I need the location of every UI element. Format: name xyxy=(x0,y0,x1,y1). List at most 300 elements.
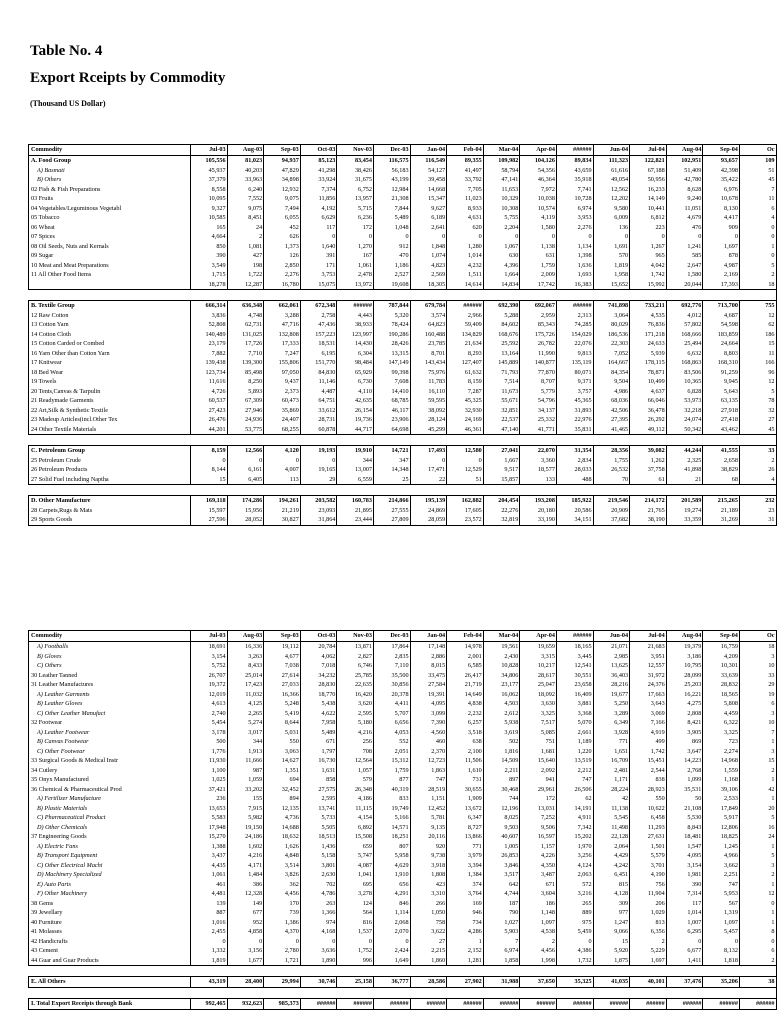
value-cell: 8,707 xyxy=(520,377,557,387)
value-cell: 488 xyxy=(556,475,593,485)
value-cell: 5,250 xyxy=(593,699,630,709)
value-cell: 666,314 xyxy=(191,301,228,311)
value-cell: 80,029 xyxy=(593,320,630,330)
value-cell: 1,074 xyxy=(410,251,447,261)
value-cell: 6,161 xyxy=(227,465,264,475)
table-row xyxy=(29,766,777,776)
commodity-label: 04 Vegetables/Leguminous Vegetabl xyxy=(29,204,191,214)
value-cell: 12,019 xyxy=(191,690,228,700)
value-cell: 1,819 xyxy=(191,956,228,966)
value-cell: 4,012 xyxy=(666,311,703,321)
table-row xyxy=(29,465,777,475)
value-cell: 7,882 xyxy=(191,349,228,359)
value-cell: 21,219 xyxy=(264,506,301,516)
value-cell: 186,536 xyxy=(593,330,630,340)
value-cell: 15,597 xyxy=(191,506,228,516)
value-cell: 139 xyxy=(191,899,228,909)
value-cell: 30,551 xyxy=(556,671,593,681)
value-cell: 3,288 xyxy=(264,311,301,321)
value-cell: 41,898 xyxy=(666,465,703,475)
value-cell: 3,063 xyxy=(264,747,301,757)
value-cell: 2,533 xyxy=(703,794,740,804)
value-cell: 28,052 xyxy=(227,515,264,525)
value-cell: 1,025 xyxy=(191,775,228,785)
value-cell: 83,506 xyxy=(666,368,703,378)
value-cell: 4,487 xyxy=(300,387,337,397)
value-cell: 10,678 xyxy=(703,194,740,204)
value-cell: 26,292 xyxy=(630,415,667,425)
commodity-label: 32 Footwear xyxy=(29,718,191,728)
value-cell: 232 xyxy=(739,496,776,506)
value-cell: 975 xyxy=(556,918,593,928)
value-cell: 1,262 xyxy=(630,456,667,466)
value-cell: 13,031 xyxy=(520,804,557,814)
value-cell: 2,211 xyxy=(483,766,520,776)
spacer-row xyxy=(29,485,777,496)
value-cell: 43,199 xyxy=(373,175,410,185)
value-cell: 50,342 xyxy=(666,425,703,435)
value-cell: 4,171 xyxy=(227,861,264,871)
value-cell: 3,186 xyxy=(666,652,703,662)
table-row xyxy=(29,425,777,435)
value-cell: 790 xyxy=(483,908,520,918)
value-cell: 4,679 xyxy=(666,213,703,223)
value-cell: 7,247 xyxy=(264,349,301,359)
group-row xyxy=(29,496,777,506)
value-cell: 6,405 xyxy=(227,475,264,485)
value-cell: 76,836 xyxy=(630,320,667,330)
value-cell: 23 xyxy=(739,506,776,516)
commodity-label: C) Others xyxy=(29,661,191,671)
spacer-row xyxy=(29,988,777,999)
value-cell: 3,846 xyxy=(483,861,520,871)
value-cell: 8,803 xyxy=(703,349,740,359)
value-cell: 9,135 xyxy=(410,823,447,833)
value-cell: 167 xyxy=(337,251,374,261)
value-cell: 2 xyxy=(520,937,557,947)
table-row xyxy=(29,851,777,861)
value-cell: 4,110 xyxy=(337,387,374,397)
value-cell: 109 xyxy=(739,156,776,166)
value-cell: 35,422 xyxy=(703,175,740,185)
value-cell: 97,050 xyxy=(264,368,301,378)
value-cell: 7,741 xyxy=(556,185,593,195)
value-cell: 263 xyxy=(300,899,337,909)
value-cell: 13,672 xyxy=(447,804,484,814)
value-cell: 1,168 xyxy=(703,775,740,785)
value-cell: 33,475 xyxy=(410,671,447,681)
value-cell: 42 xyxy=(593,794,630,804)
value-cell: 25,332 xyxy=(520,415,557,425)
value-cell: 3,662 xyxy=(703,861,740,871)
value-cell: 223 xyxy=(630,223,667,233)
value-cell: 1,245 xyxy=(703,842,740,852)
value-cell: 3,216 xyxy=(556,889,593,899)
value-cell: 16,780 xyxy=(264,280,301,290)
value-cell: 20,116 xyxy=(410,832,447,842)
value-cell: 974 xyxy=(300,918,337,928)
commodity-label: 08 Oil Seeds, Nuts and Kernals xyxy=(29,242,191,252)
value-cell: 15,202 xyxy=(556,832,593,842)
commodity-label: B) Gloves xyxy=(29,652,191,662)
value-cell: 193,208 xyxy=(520,496,557,506)
value-cell: 18,165 xyxy=(556,642,593,652)
value-cell: 5,229 xyxy=(630,946,667,956)
value-cell: 40,203 xyxy=(227,166,264,176)
value-cell: 62 xyxy=(556,794,593,804)
value-cell: 23,093 xyxy=(300,506,337,516)
value-cell: 4,291 xyxy=(373,889,410,899)
value-cell: 102,951 xyxy=(666,156,703,166)
value-cell: 1,910 xyxy=(373,870,410,880)
value-cell: 27,902 xyxy=(447,977,484,988)
value-cell: 570 xyxy=(593,251,630,261)
group-row xyxy=(29,301,777,311)
value-cell: 140,877 xyxy=(520,358,557,368)
value-cell: 3 xyxy=(739,709,776,719)
table-row xyxy=(29,270,777,280)
table-title: Export Rceipts by Commodity xyxy=(30,70,226,86)
value-cell: 12,723 xyxy=(410,756,447,766)
value-cell: ###### xyxy=(593,999,630,1010)
value-cell: 1,537 xyxy=(337,927,374,937)
value-cell: 1,007 xyxy=(666,918,703,928)
commodity-label: A) Footballs xyxy=(29,642,191,652)
value-cell: 977 xyxy=(593,908,630,918)
value-cell: 41,035 xyxy=(593,977,630,988)
value-cell: 2,215 xyxy=(410,946,447,956)
value-cell: 5,755 xyxy=(483,213,520,223)
value-cell: 4,986 xyxy=(593,387,630,397)
table-row xyxy=(29,756,777,766)
value-cell: 2,063 xyxy=(556,870,593,880)
value-cell: 5,579 xyxy=(630,851,667,861)
value-cell: 1,319 xyxy=(703,908,740,918)
value-cell: 3,325 xyxy=(703,728,740,738)
value-cell: 22,303 xyxy=(593,339,630,349)
value-cell: 21,719 xyxy=(447,680,484,690)
value-cell: 0 xyxy=(227,937,264,947)
value-cell: 49,054 xyxy=(593,175,630,185)
commodity-label: 06 Wheat xyxy=(29,223,191,233)
value-cell: 1,171 xyxy=(593,775,630,785)
value-cell: 6,236 xyxy=(337,213,374,223)
value-cell: 11 xyxy=(739,194,776,204)
commodity-label: 40 Furniture xyxy=(29,918,191,928)
value-cell: 1 xyxy=(447,937,484,947)
value-cell: 6,009 xyxy=(593,213,630,223)
value-cell: 3,368 xyxy=(556,709,593,719)
value-cell: 10,038 xyxy=(520,194,557,204)
value-cell: 2,569 xyxy=(410,270,447,280)
value-cell: 5,489 xyxy=(373,213,410,223)
value-cell: 60,537 xyxy=(191,396,228,406)
value-cell: 3,156 xyxy=(227,946,264,956)
value-cell: 24,074 xyxy=(666,415,703,425)
value-cell: 344 xyxy=(227,737,264,747)
value-cell: 0 xyxy=(447,232,484,242)
value-cell: 15,312 xyxy=(373,756,410,766)
column-header-month: Aug-04 xyxy=(666,145,703,156)
value-cell: 33,639 xyxy=(703,671,740,681)
value-cell: 9,066 xyxy=(593,927,630,937)
value-cell: 5,288 xyxy=(483,311,520,321)
value-cell: 35,206 xyxy=(703,977,740,988)
value-cell: 1,559 xyxy=(703,766,740,776)
commodity-label: 15 Cotton Carded or Combed xyxy=(29,339,191,349)
value-cell: 8 xyxy=(739,927,776,937)
value-cell: 116,549 xyxy=(410,156,447,166)
value-cell: 1,027 xyxy=(483,918,520,928)
value-cell: 1,411 xyxy=(666,956,703,966)
column-header-month: Apr-04 xyxy=(520,631,557,642)
value-cell: 2,481 xyxy=(593,766,630,776)
value-cell: 4,095 xyxy=(410,699,447,709)
column-header-month: Dec-03 xyxy=(373,631,410,642)
value-cell: 35,869 xyxy=(264,406,301,416)
value-cell: 169,118 xyxy=(191,496,228,506)
value-cell: 15,640 xyxy=(520,756,557,766)
commodity-label: E) Auto Parts xyxy=(29,880,191,890)
commodity-label: F) Other Machinery xyxy=(29,889,191,899)
value-cell: 30,827 xyxy=(264,515,301,525)
value-cell: 185,922 xyxy=(556,496,593,506)
column-header-month: Aug-03 xyxy=(227,145,264,156)
table-row xyxy=(29,377,777,387)
value-cell: 126 xyxy=(264,251,301,261)
value-cell: 6,828 xyxy=(666,387,703,397)
table-row xyxy=(29,330,777,340)
value-cell: 3,979 xyxy=(447,851,484,861)
value-cell: 84,354 xyxy=(593,368,630,378)
value-cell: 9,738 xyxy=(410,851,447,861)
value-cell: 6,974 xyxy=(483,946,520,956)
value-cell: 7,110 xyxy=(373,661,410,671)
column-header-month: Aug-03 xyxy=(227,631,264,642)
value-cell: 9,075 xyxy=(264,194,301,204)
value-cell: 7,844 xyxy=(373,204,410,214)
column-header-month: Sep-04 xyxy=(703,631,740,642)
value-cell: 5,454 xyxy=(191,718,228,728)
value-cell: 1,697 xyxy=(630,956,667,966)
value-cell: 44,244 xyxy=(666,446,703,456)
value-cell: 16,336 xyxy=(227,642,264,652)
value-cell: 14,721 xyxy=(373,446,410,456)
value-cell: 1,580 xyxy=(666,270,703,280)
value-cell: 739 xyxy=(264,908,301,918)
value-cell: 59,409 xyxy=(447,320,484,330)
value-cell: 23,906 xyxy=(373,415,410,425)
value-cell: 31 xyxy=(739,515,776,525)
value-cell: 8,451 xyxy=(227,213,264,223)
table-row xyxy=(29,775,777,785)
value-cell: 36,403 xyxy=(593,671,630,681)
commodity-label: 19 Towels xyxy=(29,377,191,387)
value-cell: 10,365 xyxy=(666,377,703,387)
value-cell: 162,882 xyxy=(447,496,484,506)
value-cell: 1,099 xyxy=(666,775,703,785)
value-cell: 71,793 xyxy=(483,368,520,378)
table-row xyxy=(29,861,777,871)
value-cell: 14,978 xyxy=(447,642,484,652)
value-cell: 1,097 xyxy=(703,918,740,928)
total-row xyxy=(29,977,777,988)
value-cell: 123,997 xyxy=(337,330,374,340)
value-cell: 10,217 xyxy=(520,661,557,671)
group-row xyxy=(29,156,777,166)
value-cell: 4,631 xyxy=(447,213,484,223)
value-cell: 4,503 xyxy=(483,699,520,709)
value-cell: 11,783 xyxy=(410,377,447,387)
value-cell: 31,675 xyxy=(337,175,374,185)
value-cell: 8,644 xyxy=(264,718,301,728)
commodity-label: B) Leather Gloves xyxy=(29,699,191,709)
value-cell: 692,390 xyxy=(483,301,520,311)
value-cell: 149 xyxy=(227,899,264,909)
value-cell: 113 xyxy=(264,475,301,485)
value-cell: 26,154 xyxy=(337,406,374,416)
table-row xyxy=(29,804,777,814)
table-row xyxy=(29,747,777,757)
value-cell: ###### xyxy=(630,999,667,1010)
value-cell: 4,216 xyxy=(227,851,264,861)
value-cell: 9,813 xyxy=(556,349,593,359)
value-cell: 15,075 xyxy=(300,280,337,290)
value-cell: 4,459 xyxy=(703,709,740,719)
value-cell: 734 xyxy=(447,918,484,928)
commodity-label: 27 Solid Fuel including Naptha xyxy=(29,475,191,485)
value-cell: 18,825 xyxy=(703,832,740,842)
value-cell: 3,918 xyxy=(410,861,447,871)
value-cell: 27,631 xyxy=(630,832,667,842)
value-cell: 10 xyxy=(739,661,776,671)
value-cell: 3,178 xyxy=(191,728,228,738)
value-cell: 178,115 xyxy=(630,358,667,368)
value-cell: 758 xyxy=(410,918,447,928)
value-cell: 4,125 xyxy=(227,699,264,709)
value-cell: 96 xyxy=(739,368,776,378)
value-cell: 2,070 xyxy=(373,927,410,937)
table-row xyxy=(29,320,777,330)
value-cell: 21,108 xyxy=(666,804,703,814)
table-row xyxy=(29,652,777,662)
value-cell: 1,755 xyxy=(593,456,630,466)
value-cell: 5,920 xyxy=(593,946,630,956)
commodity-label: 10 Meat and Meat Preparations xyxy=(29,261,191,271)
value-cell: 3,701 xyxy=(630,861,667,871)
value-cell: 136 xyxy=(593,223,630,233)
value-cell: 38,829 xyxy=(703,465,740,475)
value-cell: 5,747 xyxy=(337,851,374,861)
value-cell: 61,632 xyxy=(447,368,484,378)
value-cell: 155 xyxy=(227,794,264,804)
value-cell: 29 xyxy=(300,475,337,485)
value-cell: 68 xyxy=(703,475,740,485)
value-cell: 620 xyxy=(447,223,484,233)
value-cell: 4,120 xyxy=(264,446,301,456)
value-cell: 0 xyxy=(337,232,374,242)
value-cell: 2,850 xyxy=(264,261,301,271)
value-cell: 20,586 xyxy=(556,506,593,516)
value-cell: 723 xyxy=(703,737,740,747)
value-cell: 4,286 xyxy=(447,927,484,937)
table-row xyxy=(29,832,777,842)
value-cell: 84,830 xyxy=(300,368,337,378)
value-cell: 8,159 xyxy=(191,446,228,456)
value-cell: 42,780 xyxy=(666,175,703,185)
value-cell: 6,656 xyxy=(373,718,410,728)
commodity-label: 22 Art,Silk & Synthetic Textile xyxy=(29,406,191,416)
value-cell: 7,494 xyxy=(264,204,301,214)
value-cell: 28,099 xyxy=(666,671,703,681)
value-cell: 44,717 xyxy=(337,425,374,435)
value-cell: 77,870 xyxy=(520,368,557,378)
value-cell: 1,501 xyxy=(630,842,667,852)
value-cell: 28,356 xyxy=(593,446,630,456)
value-cell: 5,320 xyxy=(373,311,410,321)
value-cell: 27,584 xyxy=(410,680,447,690)
value-cell: 26,506 xyxy=(556,785,593,795)
value-cell: 0 xyxy=(264,456,301,466)
value-cell: 309 xyxy=(593,899,630,909)
value-cell: 14,968 xyxy=(703,756,740,766)
value-cell: 53,973 xyxy=(666,396,703,406)
value-cell: 190,286 xyxy=(373,330,410,340)
table-row xyxy=(29,918,777,928)
value-cell: 5,459 xyxy=(556,927,593,937)
value-cell: 3,549 xyxy=(191,261,228,271)
value-cell: 155,806 xyxy=(264,358,301,368)
value-cell: 390 xyxy=(191,251,228,261)
table-row xyxy=(29,232,777,242)
value-cell: 1 xyxy=(739,842,776,852)
table-row xyxy=(29,515,777,525)
value-cell: 11,673 xyxy=(483,387,520,397)
value-cell: 186 xyxy=(520,899,557,909)
value-cell: 1,247 xyxy=(593,918,630,928)
value-cell: 31,864 xyxy=(300,515,337,525)
value-cell: 28,731 xyxy=(300,415,337,425)
value-cell: 15,508 xyxy=(337,832,374,842)
value-cell: 15 xyxy=(593,937,630,947)
table-row xyxy=(29,339,777,349)
value-cell: 16,597 xyxy=(520,832,557,842)
value-cell: 25,203 xyxy=(666,680,703,690)
value-cell: 89,355 xyxy=(447,156,484,166)
value-cell: 18,565 xyxy=(703,690,740,700)
value-cell: 15,956 xyxy=(227,506,264,516)
value-cell: ###### xyxy=(483,999,520,1010)
value-cell: 1,677 xyxy=(227,956,264,966)
table-row xyxy=(29,175,777,185)
value-cell: 38,426 xyxy=(337,166,374,176)
commodity-label: C) Other Footwear xyxy=(29,747,191,757)
value-cell: 17,948 xyxy=(191,823,228,833)
value-cell: 15,857 xyxy=(483,475,520,485)
value-cell: 3,905 xyxy=(666,728,703,738)
table-row xyxy=(29,456,777,466)
value-cell: 20,044 xyxy=(666,280,703,290)
value-cell: 5,903 xyxy=(483,927,520,937)
table-row xyxy=(29,406,777,416)
value-cell: 362 xyxy=(264,880,301,890)
value-cell: 18,691 xyxy=(191,642,228,652)
column-header-month: Aug-04 xyxy=(666,631,703,642)
value-cell: 13,972 xyxy=(337,280,374,290)
value-cell: 7,552 xyxy=(227,194,264,204)
value-cell: 160,783 xyxy=(337,496,374,506)
value-cell: 4,168 xyxy=(300,927,337,937)
